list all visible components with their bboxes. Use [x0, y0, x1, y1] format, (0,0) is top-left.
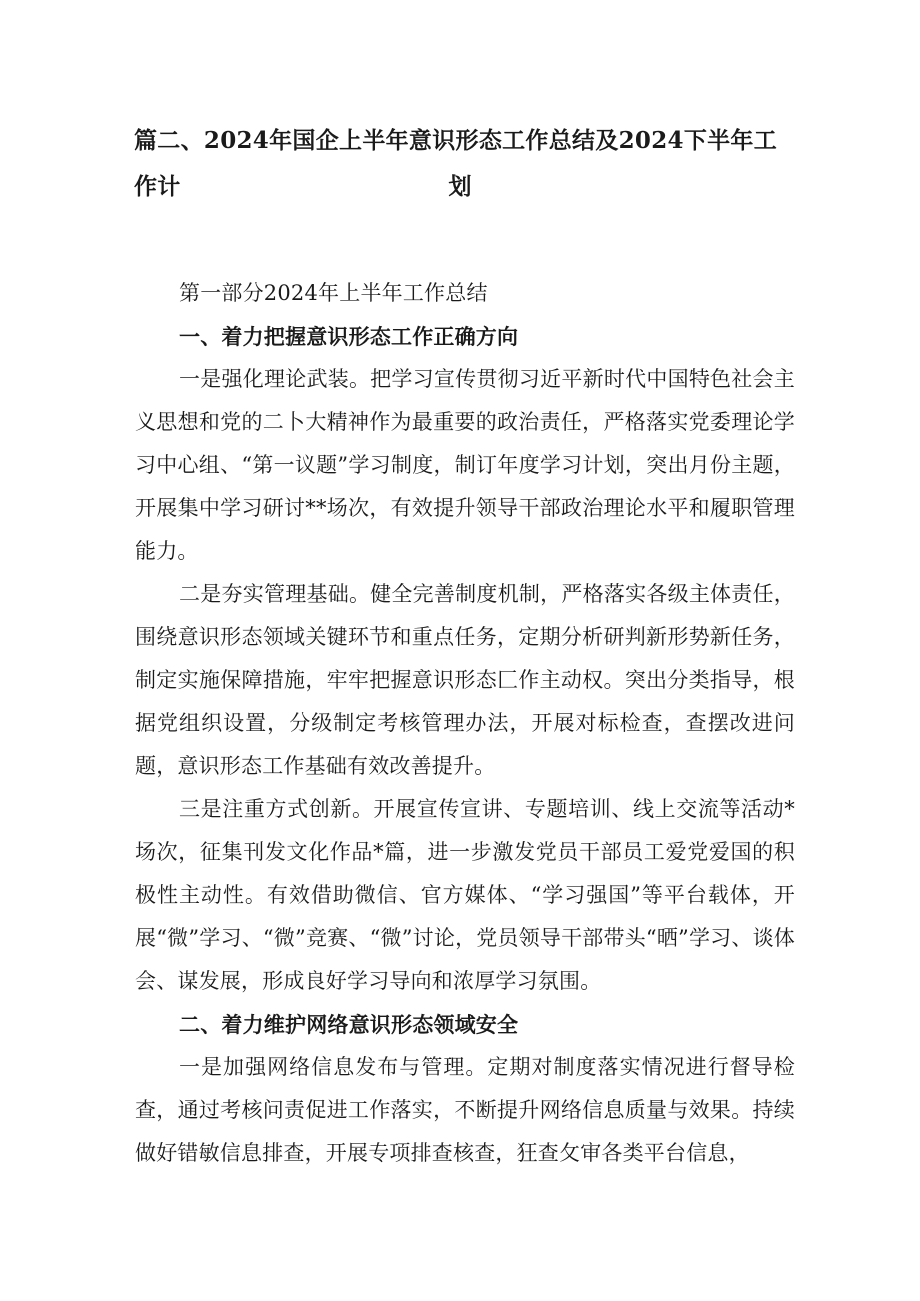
section-2-paragraph-1: 一是加强网络信息发布与管理。定期对制度落实情况进行督导检查，通过考核问责促进工作落实，不断提升网络信息质量与效果。持续做好错敏信息排查，开展专项排查核查，狂查攵审各类平台信息，	[135, 1055, 795, 1165]
document-title: 篇二、2024年国企上半年意识形态工作总结及2024下半年工作计	[134, 127, 778, 200]
document-title-continuation: 划	[448, 173, 472, 200]
part-heading: 第一部分2024年上半年工作总结	[179, 281, 488, 305]
document-body	[135, 272, 795, 1175]
section-2-heading: 二、着力维护网络意识形态领域安全	[179, 1012, 519, 1037]
section-1-paragraph-2: 二是夯实管理基础。健全完善制度机制，严格落实各级主体责任，围绕意识形态领域关键环节和重点任务，定期分析研判新形势新任务，制定实施保障措施，牢牢把握意识形态匚作主动权。突出分类指导，根据党组织设置，分级制定考核管理办法，开展对标检查，查摆改进问题，意识形态工作基础有效改善提升。	[135, 582, 795, 778]
section-1-paragraph-1: 一是强化理论武装。把学习宣传贯彻习近平新时代中国特色社会主义思想和党的二卜大精神作为最重要的政治责任，严格落实党委理论学习中心组、“第一议题”学习制度，制订年度学习计划，突出月份主题，开展集中学习研讨**场次，有效提升领导干部政治理论水平和履职管理能力。	[135, 367, 795, 563]
section-1-paragraph-3: 三是注重方式创新。开展宣传宣讲、专题培训、线上交流等活动*场次，征集刊发文化作品*篇，进一步激发党员干部员工爱党爱国的积极性主动性。有效借助微信、官方媒体、“学习强国”等平台载体，开展“微”学习、“微”竞赛、“微”讨论，党员领导干部带头“晒”学习、谈体会、谋发展，形成良好学习导向和浓厚学习氛围。	[135, 797, 795, 993]
section-1-heading: 一、着力把握意识形态工作正确方向	[179, 324, 519, 349]
